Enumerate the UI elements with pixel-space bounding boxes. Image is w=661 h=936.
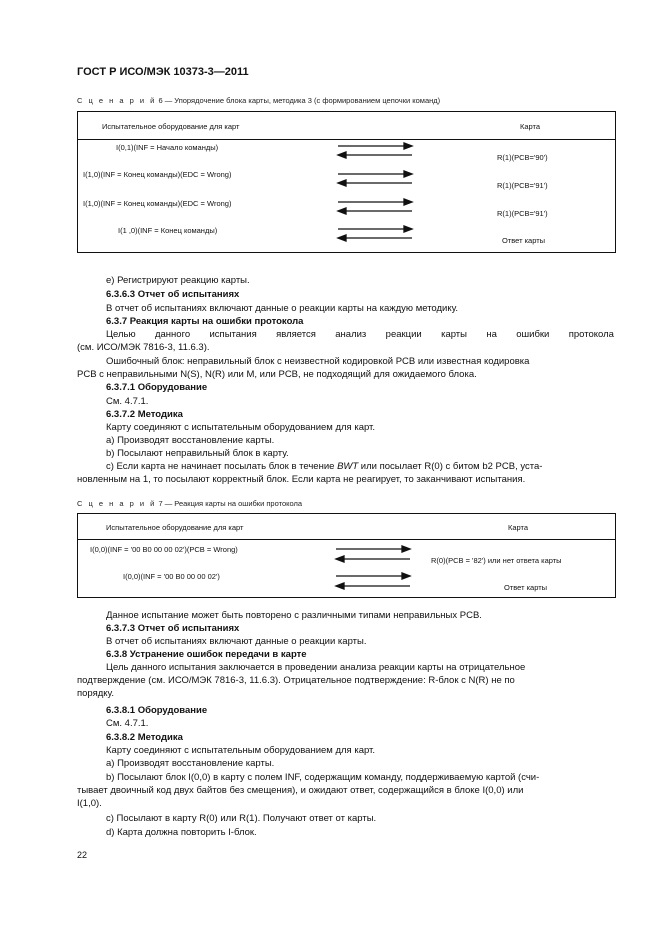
left-row-2: I(0,0)(INF = '00 B0 00 00 02') bbox=[123, 572, 220, 581]
scenario-caption-text: 6 — Упорядочение блока карты, методика 3 (с формированием цепочки команд) bbox=[158, 96, 441, 105]
heading-6382: 6.3.8.2 Методика bbox=[106, 732, 183, 743]
message-arrows bbox=[78, 514, 615, 597]
scenario-label: С ц е н а р и й bbox=[77, 499, 157, 508]
col-right-header: Карта bbox=[508, 523, 529, 532]
paragraph-637-line-2: (см. ИСО/МЭК 7816-3, 11.6.3). bbox=[77, 342, 210, 353]
left-arrow-icon bbox=[338, 235, 346, 241]
paragraph-repeat: Данное испытание может быть повторено с различными типами неправильных PCB. bbox=[106, 610, 482, 621]
scenario-6-table bbox=[77, 111, 616, 253]
right-row-1: R(0)(PCB = '82') или нет ответа карты bbox=[431, 556, 562, 565]
item-c-line-1: с) Если карта не начинает посылать блок в течение BWT или посылает R(0) с битом b2 PCB, уста- bbox=[106, 461, 543, 472]
right-row-3: R(1)(PCB='91') bbox=[497, 209, 548, 218]
left-row-2: I(1,0)(INF = Конец команды)(EDC = Wrong) bbox=[83, 170, 232, 179]
left-row-1: I(0,1)(INF = Начало команды) bbox=[116, 143, 219, 152]
left-row-1: I(0,0)(INF = '00 B0 00 00 02')(PCB = Wrong) bbox=[90, 545, 238, 554]
right-row-2: Ответ карты bbox=[504, 583, 548, 592]
item-b-2-line-2: тывает двоичный код двух байтов без смещения), и ожидают ответ, содержащийся в блоке I(0,0) или bbox=[77, 785, 524, 796]
page-number: 22 bbox=[77, 850, 88, 860]
paragraph-637b-line-2: PCB с неправильными N(S), N(R) или M, или PCB, не подходящий для ожидаемого блока. bbox=[77, 369, 477, 380]
left-row-3: I(1,0)(INF = Конец команды)(EDC = Wrong) bbox=[83, 199, 232, 208]
right-row-2: R(1)(PCB='91') bbox=[497, 181, 548, 190]
left-arrow-icon bbox=[338, 208, 346, 214]
paragraph-638-line-2: подтверждение (см. ИСО/МЭК 7816-3, 11.6.3). Отрицательное подтверждение: R-блок с N(R) не по bbox=[77, 675, 515, 686]
scenario-caption-text: 7 — Реакция карты на ошибки протокола bbox=[158, 499, 303, 508]
paragraph-6371: См. 4.7.1. bbox=[106, 396, 149, 407]
item-d-2: d) Карта должна повторить I-блок. bbox=[106, 827, 257, 838]
scenario-label: С ц е н а р и й bbox=[77, 96, 157, 105]
scenario-7-table bbox=[77, 513, 616, 598]
right-arrow-icon bbox=[404, 171, 412, 177]
heading-6372: 6.3.7.2 Методика bbox=[106, 409, 183, 420]
col-left-header: Испытательное оборудование для карт bbox=[102, 122, 240, 131]
scenario-7-caption bbox=[77, 499, 302, 508]
right-arrow-icon bbox=[402, 546, 410, 552]
left-row-4: I(1 ,0)(INF = Конец команды) bbox=[118, 226, 218, 235]
item-a-2: а) Производят восстановление карты. bbox=[106, 758, 275, 769]
heading-637: 6.3.7 Реакция карты на ошибки протокола bbox=[106, 316, 304, 327]
left-arrow-icon bbox=[336, 583, 344, 589]
heading-6381: 6.3.8.1 Оборудование bbox=[106, 705, 208, 716]
item-e: е) Регистрируют реакцию карты. bbox=[106, 275, 250, 286]
left-arrow-icon bbox=[338, 152, 346, 158]
heading-638: 6.3.8 Устранение ошибок передачи в карте bbox=[106, 649, 307, 660]
heading-6373: 6.3.7.3 Отчет об испытаниях bbox=[106, 623, 240, 634]
item-a: а) Производят восстановление карты. bbox=[106, 435, 275, 446]
right-arrow-icon bbox=[402, 573, 410, 579]
heading-6363: 6.3.6.3 Отчет об испытаниях bbox=[106, 289, 240, 300]
right-arrow-icon bbox=[404, 199, 412, 205]
document-header: ГОСТ Р ИСО/МЭК 10373-3—2011 bbox=[77, 66, 249, 78]
item-c-line-2: новленным на 1, то посылают корректный блок. Если карта не реагирует, то заканчивают испытания. bbox=[77, 474, 526, 485]
col-left-header: Испытательное оборудование для карт bbox=[106, 523, 244, 532]
paragraph-637b-line-1: Ошибочный блок: неправильный блок с неизвестной кодировкой PCB или известная кодировка bbox=[106, 356, 530, 367]
item-b-2-line-3: I(1,0). bbox=[77, 798, 102, 809]
paragraph-638-line-3: порядку. bbox=[77, 688, 114, 699]
item-b-2-line-1: b) Посылают блок I(0,0) в карту с полем INF, содержащим команду, поддерживаемую картой (счи- bbox=[106, 772, 540, 783]
right-arrow-icon bbox=[404, 226, 412, 232]
paragraph-637-line-1: Целью данного испытания является анализ реакции карты на ошибки протокола bbox=[106, 329, 614, 340]
message-arrows bbox=[78, 112, 615, 252]
right-row-4: Ответ карты bbox=[502, 236, 546, 245]
paragraph-6381: См. 4.7.1. bbox=[106, 718, 149, 729]
item-b: b) Посылают неправильный блок в карту. bbox=[106, 448, 289, 459]
left-arrow-icon bbox=[338, 180, 346, 186]
paragraph-6382: Карту соединяют с испытательным оборудованием для карт. bbox=[106, 745, 375, 756]
right-row-1: R(1)(PCB='90') bbox=[497, 153, 548, 162]
col-right-header: Карта bbox=[520, 122, 541, 131]
paragraph-638-line-1: Цель данного испытания заключается в проведении анализа реакции карты на отрицательное bbox=[106, 662, 526, 673]
item-c-2: с) Посылают в карту R(0) или R(1). Получают ответ от карты. bbox=[106, 813, 377, 824]
paragraph-6373: В отчет об испытаниях включают данные о реакции карты. bbox=[106, 636, 367, 647]
heading-6371: 6.3.7.1 Оборудование bbox=[106, 382, 208, 393]
scenario-6-caption bbox=[77, 96, 440, 105]
right-arrow-icon bbox=[404, 143, 412, 149]
left-arrow-icon bbox=[336, 556, 344, 562]
paragraph-6363: В отчет об испытаниях включают данные о реакции карты на каждую методику. bbox=[106, 303, 459, 314]
paragraph-6372: Карту соединяют с испытательным оборудованием для карт. bbox=[106, 422, 375, 433]
